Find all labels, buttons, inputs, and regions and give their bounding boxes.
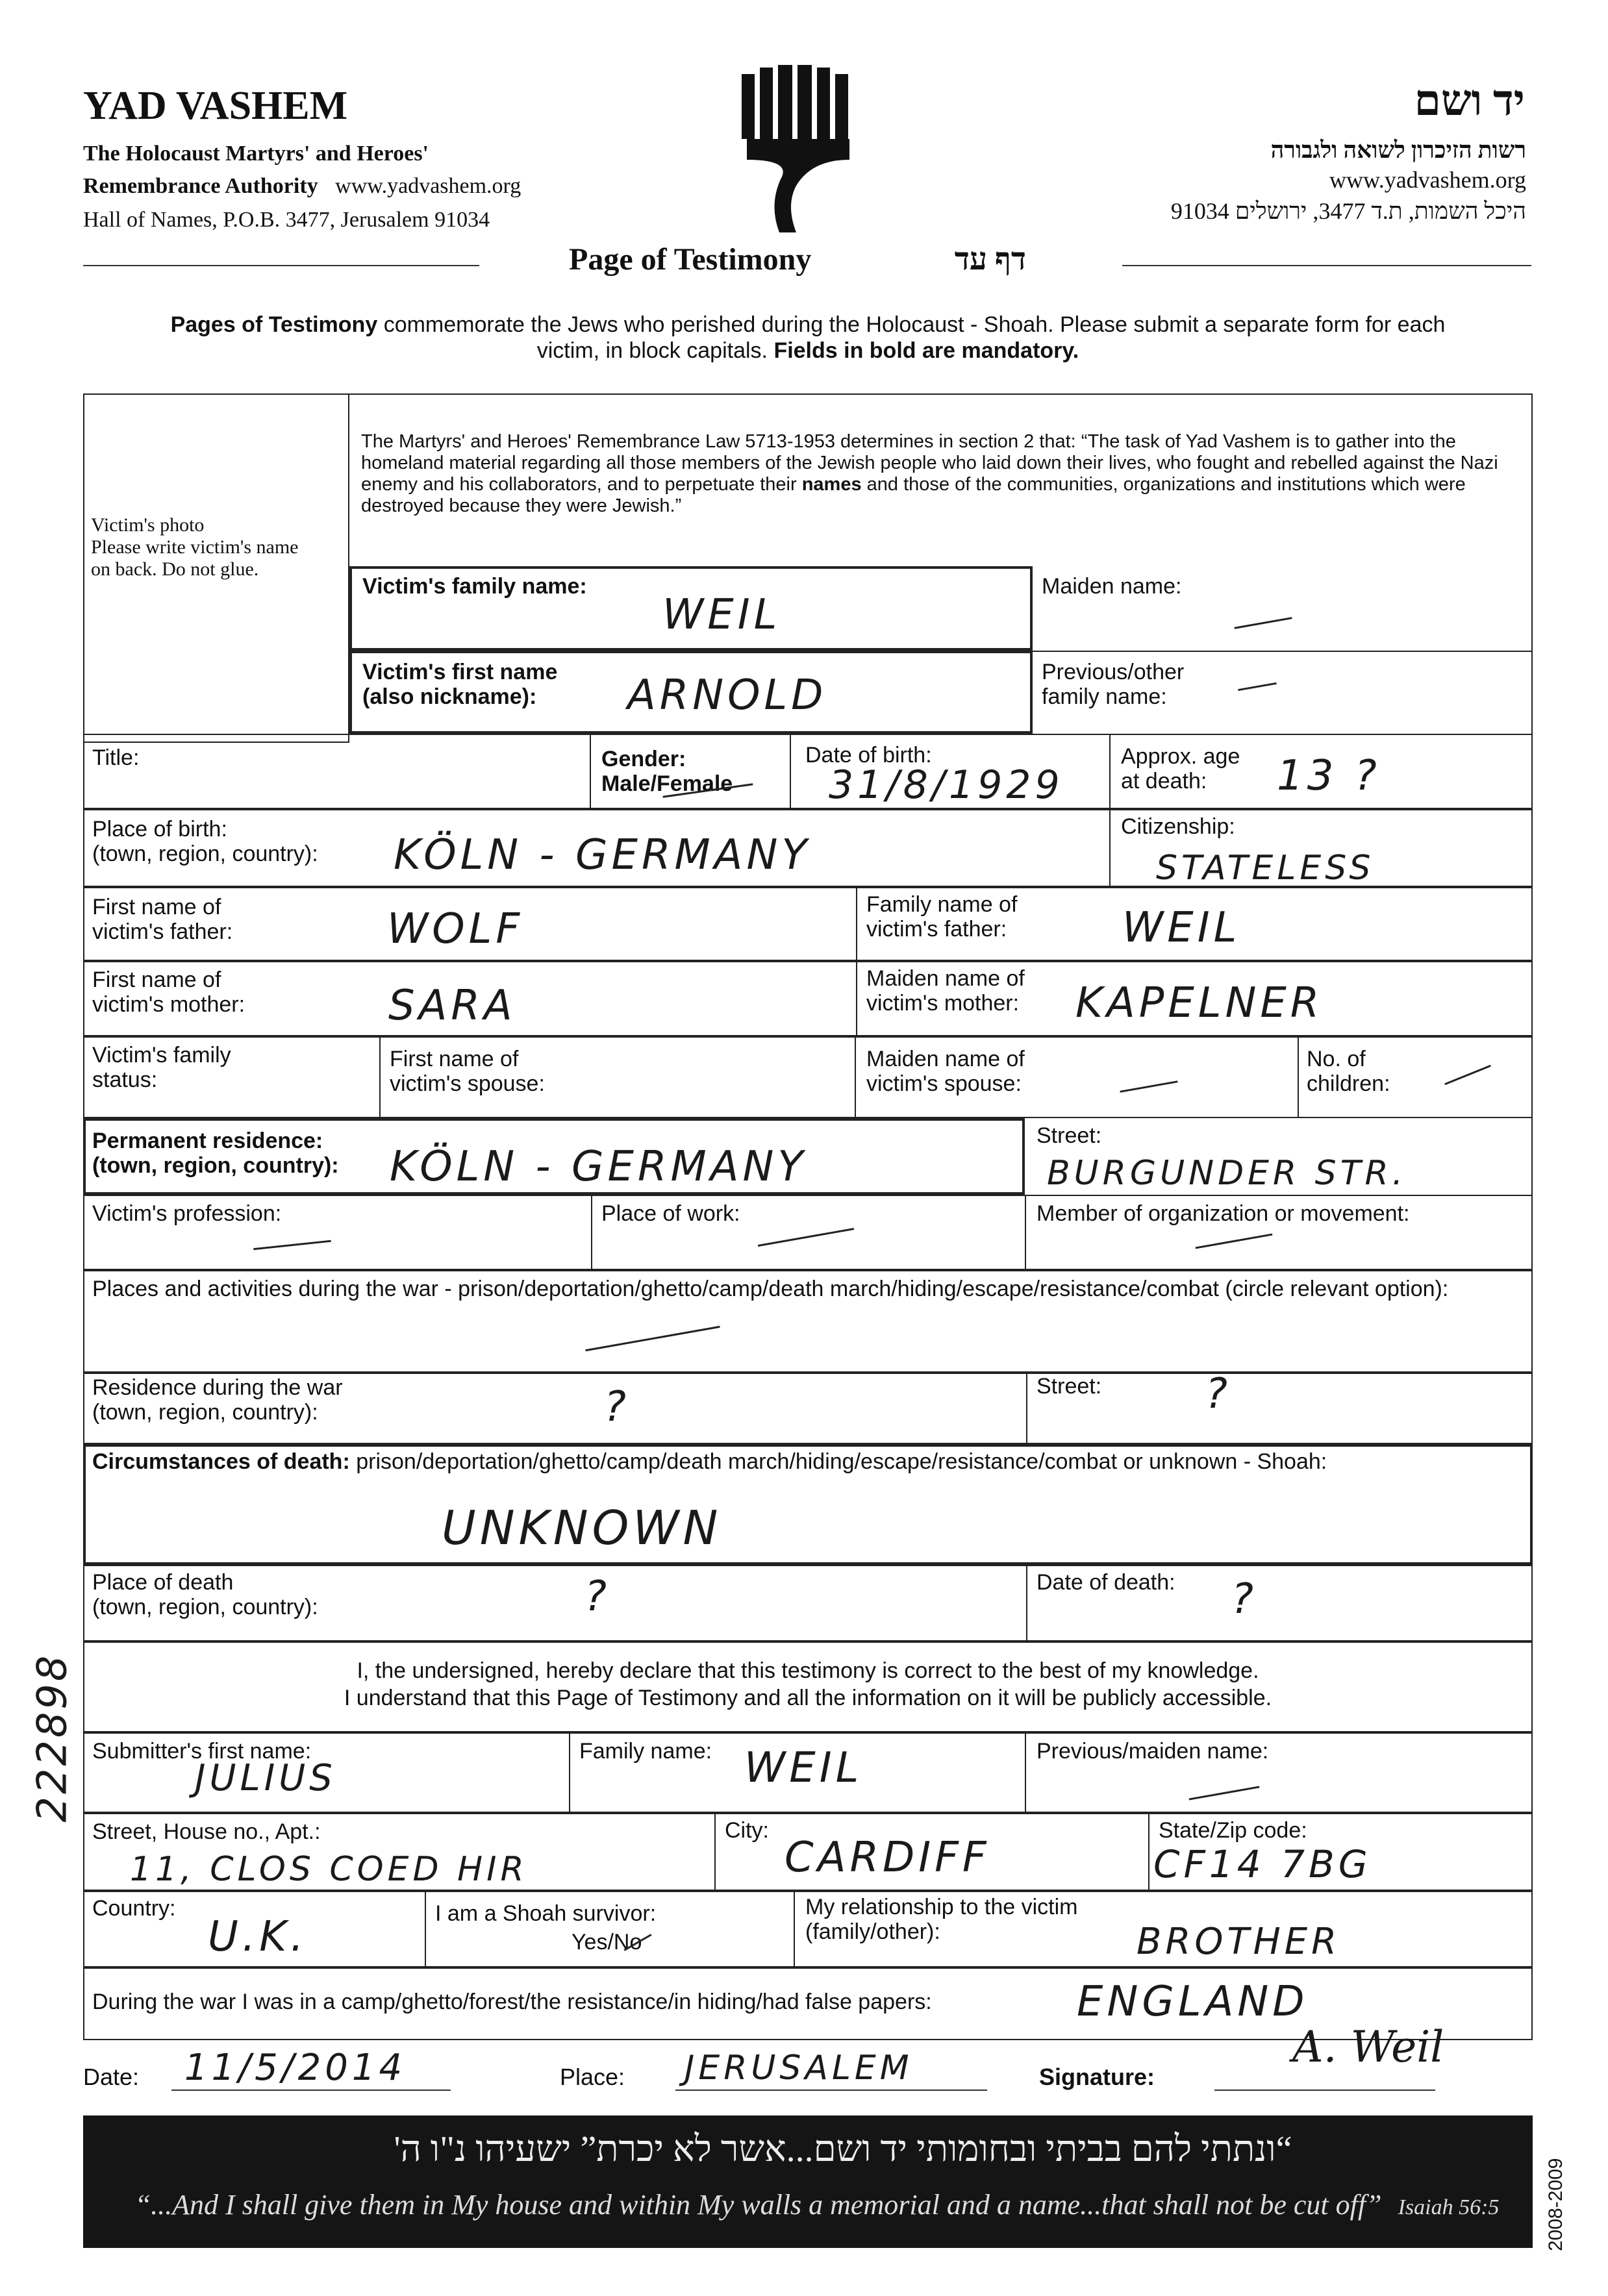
children-label-2: children: [1307,1071,1390,1096]
previous-name-label [1042,660,1184,709]
mother-maiden-value[interactable]: KAPELNER [1075,979,1324,1027]
relationship-value[interactable]: BROTHER [1137,1921,1341,1963]
mother-maiden-label-2: victim's mother: [866,991,1020,1016]
during-war-value[interactable]: ENGLAND [1077,1978,1309,2026]
intro-bold-lead: Pages of Testimony [170,312,378,337]
header-rule-left [83,265,479,266]
footer-english-text: “...And I shall give them in My house and within My walls a memorial and a name...that shall not be cut off” [134,2189,1382,2221]
place-of-work-label: Place of work: [601,1201,740,1226]
street-house-label: Street, House no., Apt.: [92,1819,321,1844]
declaration-line1: I, the undersigned, hereby declare that this testimony is correct to the best of my knowledge. [357,1658,1259,1683]
law-text-bold: names [801,474,862,495]
family-status-label-1: Victim's family [92,1043,231,1067]
residence-value[interactable]: KÖLN - GERMANY [390,1143,807,1191]
declaration-text [83,1657,1533,1712]
father-family-value[interactable]: WEIL [1122,904,1241,952]
relationship-label-2: (family/other): [805,1919,940,1944]
date-of-death-value[interactable]: ? [1231,1575,1257,1623]
date-of-death-label: Date of death: [1036,1570,1175,1595]
mother-maiden-label-1: Maiden name of [866,966,1025,991]
photo-instructions [91,514,344,580]
residence-label [92,1129,339,1178]
mother-maiden-label [866,966,1025,1016]
form-title: Page of Testimony [569,242,812,277]
heb-website[interactable]: www.yadvashem.org [1329,167,1526,193]
place-of-death-label-1: Place of death [92,1570,234,1595]
father-family-label [866,892,1017,942]
relationship-label-1: My relationship to the victim [805,1895,1078,1919]
previous-name-label-2: family name: [1042,684,1167,709]
spouse-maiden-label-1: Maiden name of [866,1047,1025,1071]
father-first-label [92,895,232,944]
spouse-first-label-2: victim's spouse: [390,1071,545,1096]
during-war-label: During the war I was in a camp/ghetto/forest/the resistance/in hiding/had false papers: [92,1990,932,2014]
member-of-label: Member of organization or movement: [1036,1201,1410,1226]
mother-first-label-2: victim's mother: [92,992,245,1017]
title-label: Title: [92,745,140,770]
residence-street-value[interactable]: BURGUNDER STR. [1047,1154,1407,1193]
submitter-first-label: Submitter's first name: [92,1739,312,1764]
date-value[interactable]: 11/5/2014 [184,2047,407,2089]
org-address: Hall of Names, P.O.B. 3477, Jerusalem 91034 [83,208,490,232]
children-label-1: No. of [1307,1047,1366,1071]
place-of-death-label [92,1570,318,1619]
pob-value[interactable]: KÖLN - GERMANY [394,831,811,879]
state-zip-label: State/Zip code: [1159,1818,1307,1843]
residence-street-label: Street: [1036,1123,1102,1148]
family-status-label-2: status: [92,1067,158,1092]
gender-label-1: Gender: [601,747,686,771]
war-residence-label-1: Residence during the war [92,1375,343,1400]
footer-english-quote [109,2188,1525,2221]
spouse-first-label-1: First name of [390,1047,519,1071]
family-name-value[interactable]: WEIL [662,591,781,639]
age-value[interactable]: 13 ? [1277,752,1381,800]
country-value[interactable]: U.K. [208,1913,308,1961]
city-label: City: [725,1818,769,1843]
age-label-2: at death: [1121,769,1207,793]
age-label-1: Approx. age [1121,744,1240,769]
pob-label [92,817,318,866]
website-link[interactable]: www.yadvashem.org [335,174,521,198]
country-label: Country: [92,1896,176,1921]
form-title-hebrew: דף עד [954,242,1026,277]
first-name-label [362,660,557,709]
family-name-label: Victim's family name: [362,574,587,599]
footer-english-ref: Isaiah 56:5 [1398,2195,1500,2219]
first-name-label-2: (also nickname): [362,684,537,709]
law-text-part1: The Martyrs' and Heroes' Remembrance Law 5713-1953 determines in section 2 that: “The task of Yad Vashem is to gather into the homeland material regarding all those members of the Jewish people who laid down their lives, who fought and rebelled against the Nazi enemy and his collaborators, and to perpetuate their [361,431,1498,495]
place-value[interactable]: JERUSALEM [685,2049,913,2088]
previous-name-label-1: Previous/other [1042,660,1185,684]
citizenship-label: Citizenship: [1121,814,1235,839]
mother-first-label-1: First name of [92,967,221,992]
pob-label-1: Place of birth: [92,817,227,842]
first-name-value[interactable]: ARNOLD [627,671,827,719]
photo-line1: Victim's photo [91,514,205,536]
age-label [1121,744,1240,793]
war-residence-value[interactable]: ? [604,1383,630,1431]
date-label: Date: [83,2064,140,2090]
heb-address: היכל השמות, ת.ד 3477, ירושלים 91034 [1170,198,1526,224]
spouse-first-label [390,1047,545,1096]
circumstances-label [92,1449,1521,1474]
maiden-name-label: Maiden name: [1042,574,1182,599]
org-subtitle-1: The Holocaust Martyrs' and Heroes' [83,142,429,166]
family-status-label [92,1043,231,1092]
footer-side-year: 2008-2009 [1545,2158,1566,2251]
gender-label-2: Male/Female [601,771,733,796]
survivor-label-1: I am a Shoah survivor: [435,1901,657,1926]
photo-line2: Please write victim's name [91,536,299,558]
law-text [361,431,1517,517]
first-name-label-1: Victim's first name [362,660,558,684]
photo-line3: on back. Do not glue. [91,558,259,580]
father-family-label-1: Family name of [866,892,1018,917]
intro-text [83,312,1533,364]
citizenship-value[interactable]: STATELESS [1156,849,1375,888]
state-zip-value[interactable]: CF14 7BG [1153,1842,1372,1886]
footer-quote-band [83,2115,1533,2248]
yad-vashem-logo [734,62,864,238]
submitter-family-value[interactable]: WEIL [744,1744,863,1792]
law-text-part2: and those of the communities, organizations and institutions which were destroyed because they were Jewish.” [361,474,1466,516]
margin-serial-number: 222898 [28,1653,76,1823]
place-of-death-label-2: (town, region, country): [92,1595,318,1619]
circumstances-label-rest: prison/deportation/ghetto/camp/death march/hiding/escape/resistance/combat or unknown - Shoah: [356,1449,1327,1474]
intro-line2: victim, in block capitals. [536,338,768,363]
submitter-previous-label: Previous/maiden name: [1036,1739,1269,1764]
war-street-cell[interactable] [1026,1370,1533,1444]
intro-body: commemorate the Jews who perished during the Holocaust - Shoah. Please submit a separate form for each [383,312,1446,337]
place-of-death-value[interactable]: ? [584,1573,610,1621]
org-subtitle-2 [83,174,521,199]
war-street-value[interactable]: ? [1205,1370,1231,1418]
submitter-family-label: Family name: [579,1739,712,1764]
war-street-label: Street: [1036,1374,1102,1399]
dob-value[interactable]: 31/8/1929 [829,762,1064,808]
children-label [1307,1047,1390,1096]
pob-label-2: (town, region, country): [92,842,318,866]
circumstances-value[interactable]: UNKNOWN [442,1501,722,1555]
org-subtitle-2-text: Remembrance Authority [83,174,318,198]
intro-bold-tail: Fields in bold are mandatory. [773,338,1079,363]
org-name: YAD VASHEM [83,84,348,128]
heb-org-name: יד ושם [1414,77,1525,125]
signature-value[interactable]: A. Weil [1292,2022,1444,2072]
header-rule-right [1122,265,1531,266]
relationship-label [805,1895,1078,1944]
submitter-first-value[interactable]: JULIUS [195,1757,336,1799]
spouse-maiden-label-2: victim's spouse: [866,1071,1022,1096]
dob-label: Date of birth: [805,743,932,767]
mother-first-value[interactable]: SARA [388,982,516,1030]
war-residence-label [92,1375,343,1425]
father-first-label-1: First name of [92,895,221,919]
residence-label-1: Permanent residence: [92,1129,323,1153]
mother-first-label [92,967,245,1017]
profession-label: Victim's profession: [92,1201,282,1226]
father-first-label-2: victim's father: [92,919,233,944]
street-house-value[interactable]: 11, CLOS COED HIR [130,1850,528,1889]
activities-label: Places and activities during the war - prison/deportation/ghetto/camp/death march/hiding/escape/resistance/combat (circle relevant option): [92,1277,1449,1301]
survivor-label-2: Yes/No [572,1930,642,1954]
spouse-maiden-label [866,1047,1025,1096]
circumstances-label-bold: Circumstances of death: [92,1449,350,1474]
war-residence-label-2: (town, region, country): [92,1400,318,1425]
place-label: Place: [560,2064,625,2090]
father-family-label-2: victim's father: [866,917,1007,942]
signature-underline [1214,2090,1435,2091]
heb-org-sub: רשות הזיכרון לשואה ולגבורה [1270,137,1526,163]
signature-label: Signature: [1039,2064,1155,2090]
footer-hebrew-quote: “ונתתי להם בביתי ובחומותי יד ושם...אשר לא יכרת” ישעיהו נ"ו ה' [394,2129,1292,2169]
residence-label-2: (town, region, country): [92,1153,339,1178]
father-first-value[interactable]: WOLF [387,905,524,953]
declaration-line2: I understand that this Page of Testimony and all the information on it will be publicly accessible. [344,1686,1272,1710]
city-value[interactable]: CARDIFF [785,1834,990,1882]
